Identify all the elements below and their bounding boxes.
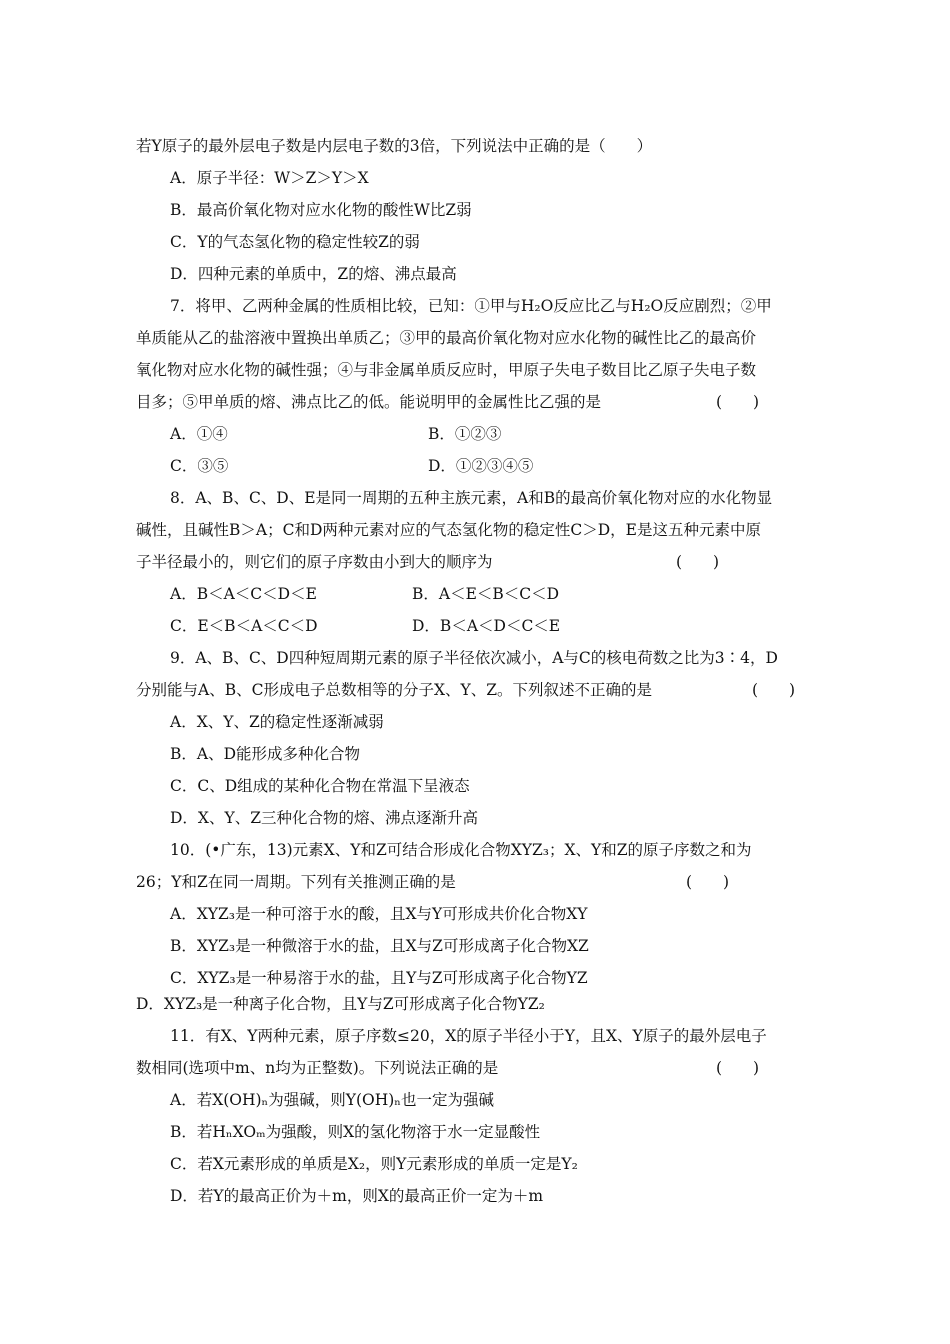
question-11-line-2: 数相同(选项中m、n均为正整数)。下列说法正确的是: [136, 1059, 499, 1077]
q6-option-d: D．四种元素的单质中，Z的熔、沸点最高: [170, 265, 457, 283]
question-9-line-1: 9．A、B、C、D四种短周期元素的原子半径依次减小，A与C的核电荷数之比为3∶4，D: [170, 649, 778, 667]
q8-option-b: B．A＜E＜B＜C＜D: [412, 585, 560, 603]
q9-option-c: C．C、D组成的某种化合物在常温下呈液态: [170, 777, 470, 795]
q8-option-c: C．E＜B＜A＜C＜D: [170, 617, 318, 635]
q7-option-d: D．①②③④⑤: [428, 457, 534, 475]
q7-option-b: B．①②③: [428, 425, 502, 443]
q11-option-d: D．若Y的最高正价为＋m，则X的最高正价一定为＋m: [170, 1187, 544, 1205]
q6-option-b: B．最高价氧化物对应水化物的酸性W比Z弱: [170, 201, 472, 219]
question-7-line-3: 氧化物对应水化物的碱性强；④与非金属单质反应时，甲原子失电子数目比乙原子失电子数: [136, 361, 757, 379]
q9-option-a: A．X、Y、Z的稳定性逐渐减弱: [170, 713, 384, 731]
answer-paren: ( ): [686, 873, 730, 891]
answer-paren: ( ): [676, 553, 720, 571]
q6-option-c: C．Y的气态氢化物的稳定性较Z的弱: [170, 233, 420, 251]
q7-option-c: C．③⑤: [170, 457, 229, 475]
q10-option-a: A．XYZ₃是一种可溶于水的酸，且X与Y可形成共价化合物XY: [170, 905, 588, 923]
question-8-line-3: 子半径最小的，则它们的原子序数由小到大的顺序为: [136, 553, 493, 571]
question-6-stem: 若Y原子的最外层电子数是内层电子数的3倍，下列说法中正确的是（ ）: [136, 137, 653, 155]
answer-paren: ( ): [716, 1059, 760, 1077]
question-10-line-1: 10．(•广东，13)元素X、Y和Z可结合形成化合物XYZ₃；X、Y和Z的原子序数之和为: [170, 841, 752, 859]
question-8-line-2: 碱性，且碱性B＞A；C和D两种元素对应的气态氢化物的稳定性C＞D，E是这五种元素中原: [136, 521, 761, 539]
q10-option-c: C．XYZ₃是一种易溶于水的盐，且Y与Z可形成离子化合物YZ: [170, 969, 588, 987]
q8-option-a: A．B＜A＜C＜D＜E: [170, 585, 317, 603]
question-7-line-1: 7．将甲、乙两种金属的性质相比较，已知：①甲与H₂O反应比乙与H₂O反应剧烈；②甲: [170, 297, 772, 315]
q7-option-a: A．①④: [170, 425, 228, 443]
question-11-line-1: 11．有X、Y两种元素，原子序数≤20，X的原子半径小于Y，且X、Y原子的最外层电子: [170, 1027, 767, 1045]
q11-option-b: B．若HₙXOₘ为强酸，则X的氢化物溶于水一定显酸性: [170, 1123, 541, 1141]
answer-paren: ( ): [716, 393, 760, 411]
q9-option-b: B．A、D能形成多种化合物: [170, 745, 361, 763]
answer-paren: ( ): [752, 681, 796, 699]
question-8-line-1: 8．A、B、C、D、E是同一周期的五种主族元素，A和B的最高价氧化物对应的水化物显: [170, 489, 773, 507]
q10-option-b: B．XYZ₃是一种微溶于水的盐，且X与Z可形成离子化合物XZ: [170, 937, 589, 955]
q11-option-c: C．若X元素形成的单质是X₂，则Y元素形成的单质一定是Y₂: [170, 1155, 578, 1173]
question-7-line-4: 目多；⑤甲单质的熔、沸点比乙的低。能说明甲的金属性比乙强的是: [136, 393, 602, 411]
question-10-line-2: 26；Y和Z在同一周期。下列有关推测正确的是: [136, 873, 456, 891]
question-9-line-2: 分别能与A、B、C形成电子总数相等的分子X、Y、Z。下列叙述不正确的是: [136, 681, 652, 699]
q10-option-d: D．XYZ₃是一种离子化合物，且Y与Z可形成离子化合物YZ₂: [136, 995, 545, 1013]
q8-option-d: D．B＜A＜D＜C＜E: [412, 617, 561, 635]
q11-option-a: A．若X(OH)ₙ为强碱，则Y(OH)ₙ也一定为强碱: [170, 1091, 495, 1109]
question-7-line-2: 单质能从乙的盐溶液中置换出单质乙；③甲的最高价氧化物对应水化物的碱性比乙的最高价: [136, 329, 757, 347]
q6-option-a: A．原子半径：W＞Z＞Y＞X: [170, 169, 369, 187]
q9-option-d: D．X、Y、Z三种化合物的熔、沸点逐渐升高: [170, 809, 478, 827]
